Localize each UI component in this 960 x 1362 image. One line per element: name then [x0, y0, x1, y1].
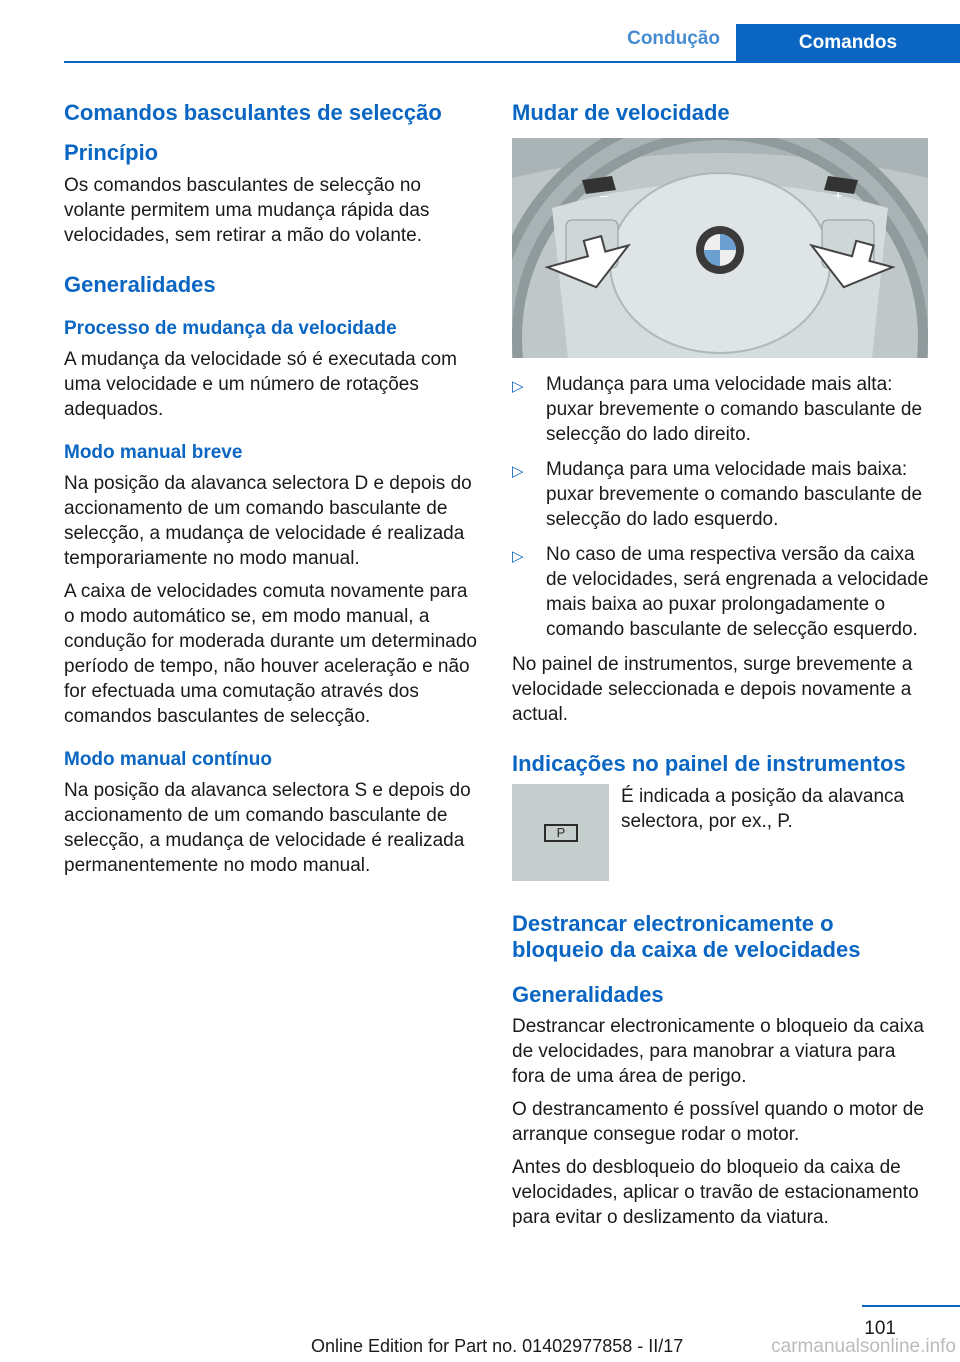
- heading-modo-breve: Modo manual breve: [64, 441, 243, 463]
- footer-rule: [862, 1305, 960, 1307]
- left-column: [64, 100, 480, 886]
- watermark: carmanualsonline.info: [771, 1336, 956, 1357]
- heading-modo-continuo: Modo manual contínuo: [64, 748, 272, 770]
- paragraph-principio: Os comandos basculantes de selecção no volante permitem uma mudança rápida das velocidades, sem retirar a mão do volante.: [64, 174, 430, 246]
- header-section-label: Condução: [627, 28, 720, 49]
- section-title: Comandos basculantes de selecção: [64, 100, 442, 125]
- paragraph-modo-continuo: Na posição da alavanca selectora S e depois do accionamento de um comando basculante de selecção, a mudança de velocidade é realizada permanentemente no modo manual.: [64, 779, 471, 876]
- heading-indicacoes: Indicações no painel de instrumentos: [512, 751, 906, 777]
- paragraph-modo-breve-2: A caixa de velocidades comuta novamente para o modo automático se, em modo manual, a condução for moderada durante um determinado período de tempo, não houver aceleração e não for efectuada uma comutação através dos comandos basculantes de selecção.: [64, 580, 477, 727]
- heading-generalidades-2: Generalidades: [512, 981, 664, 1007]
- heading-principio: Princípio: [64, 140, 159, 166]
- steering-wheel-image: [512, 138, 928, 358]
- plus-sign: +: [834, 187, 843, 204]
- paragraph-indicacoes: É indicada a posição da alavanca selectora, por ex., P.: [621, 785, 905, 832]
- shift-instructions-list: [512, 372, 930, 642]
- paragraph-painel: No painel de instrumentos, surge brevemente a velocidade seleccionada e depois novamente a actual.: [512, 654, 913, 726]
- list-item: [512, 457, 930, 532]
- edition-label: Online Edition for Part no. 01402977858 - II/17: [311, 1336, 684, 1356]
- list-item: [512, 542, 930, 642]
- display-indicator-row: [512, 784, 930, 881]
- gear-p-indicator: P: [544, 824, 578, 842]
- heading-generalidades: Generalidades: [64, 271, 216, 297]
- triangle-bullet-icon: ▷: [512, 463, 524, 481]
- header-tab: Comandos: [736, 24, 960, 62]
- page-number: 101: [864, 1318, 896, 1339]
- instrument-display-image: [512, 784, 609, 881]
- minus-sign: –: [600, 187, 608, 204]
- heading-processo: Processo de mudança da velocidade: [64, 318, 397, 340]
- list-item-text: Mudança para uma velocidade mais alta: puxar brevemente o comando basculante de selecção do lado direito.: [546, 374, 923, 446]
- paragraph-modo-breve-1: Na posição da alavanca selectora D e depois do accionamento de um comando basculante de selecção, a mudança de velocidade é realizada temporariamente no modo manual.: [64, 472, 472, 569]
- paragraph-destrancar-1: Destrancar electronicamente o bloqueio da caixa de velocidades, para manobrar a viatura para fora de uma área de perigo.: [512, 1015, 924, 1087]
- list-item: [512, 372, 930, 447]
- right-column: [512, 100, 930, 1238]
- header-rule: [64, 61, 960, 63]
- heading-mudar-velocidade: Mudar de velocidade: [512, 100, 730, 125]
- triangle-bullet-icon: ▷: [512, 378, 524, 396]
- heading-destrancar: Destrancar electronicamente o bloqueio da caixa de velocidades: [512, 910, 861, 963]
- list-item-text: Mudança para uma velocidade mais baixa: puxar brevemente o comando basculante de selecção do lado esquerdo.: [546, 459, 923, 531]
- triangle-bullet-icon: ▷: [512, 548, 524, 566]
- list-item-text: No caso de uma respectiva versão da caixa de velocidades, será engrenada a velocidade mais baixa ao puxar prolongadamente o comando basculante de selecção esquerdo.: [546, 544, 929, 641]
- paragraph-destrancar-2: O destrancamento é possível quando o motor de arranque consegue rodar o motor.: [512, 1098, 924, 1145]
- paragraph-destrancar-3: Antes do desbloqueio do bloqueio da caixa de velocidades, aplicar o travão de estacionamento para evitar o deslizamento da viatura.: [512, 1156, 919, 1228]
- paragraph-processo: A mudança da velocidade só é executada com uma velocidade e um número de rotações adequados.: [64, 348, 457, 420]
- steering-wheel-illustration: [512, 138, 928, 358]
